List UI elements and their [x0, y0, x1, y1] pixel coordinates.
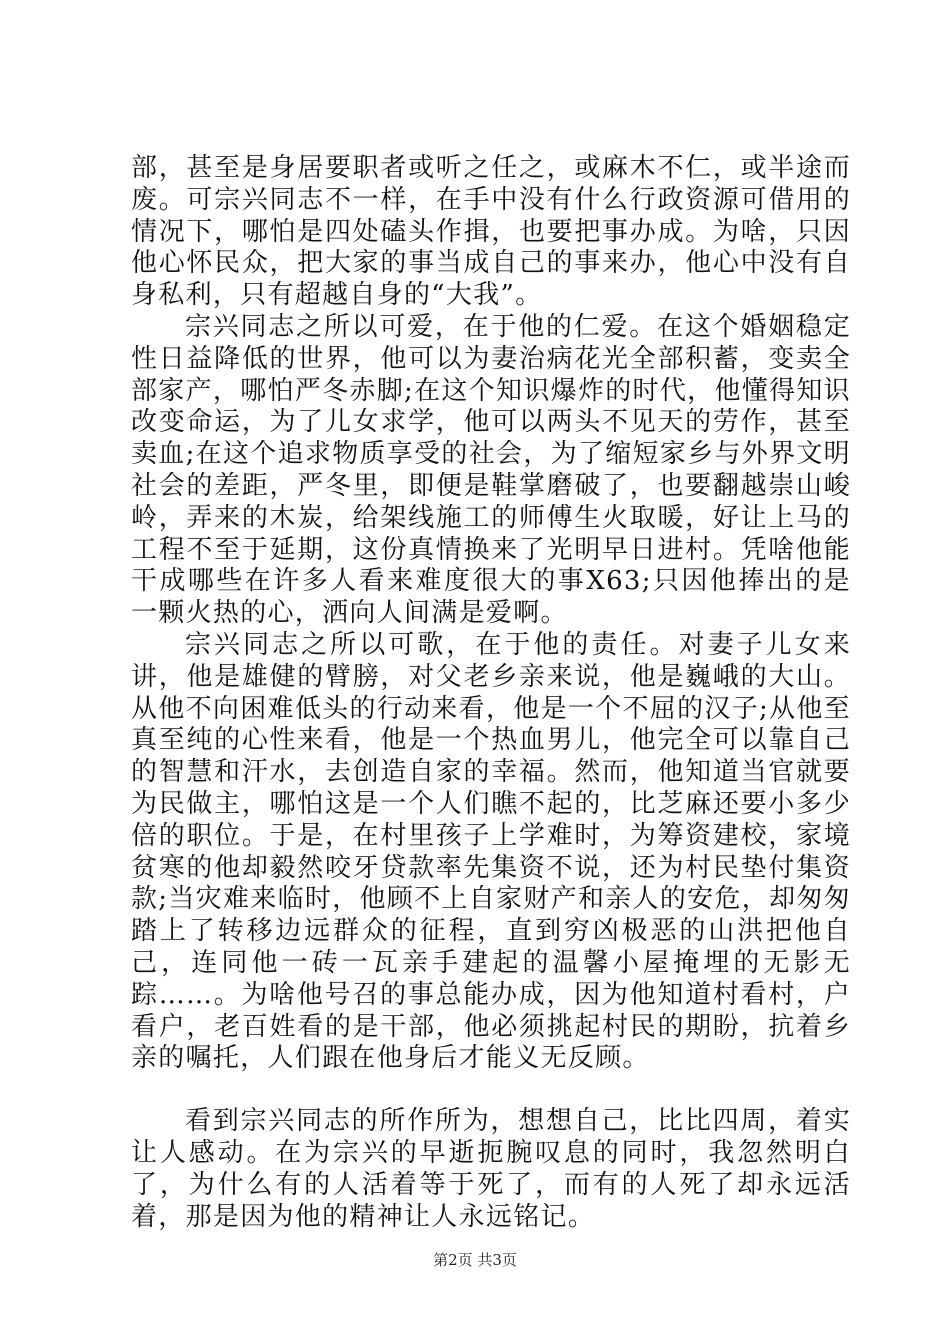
page-footer — [0, 1251, 950, 1269]
page-number-label: 第2页 共3页 — [433, 1251, 517, 1269]
document-body — [131, 153, 851, 1233]
paragraph-conclusion: 看到宗兴同志的所作所为，想想自己，比比四周，着实让人感动。在为宗兴的早逝扼腕叹息的同时，我忽然明白了，为什么有的人活着等于死了，而有的人死了却永远活着，那是因为他的精神让人永远铭记。 — [131, 1106, 851, 1232]
paragraph-lovable: 宗兴同志之所以可爱，在于他的仁爱。在这个婚姻稳定性日益降低的世界，他可以为妻治病花光全部积蓄，变卖全部家产，哪怕严冬赤脚;在这个知识爆炸的时代，他懂得知识改变命运，为了儿女求学，他可以两头不见天的劳作，甚至卖血;在这个追求物质享受的社会，为了缩短家乡与外界文明社会的差距，严冬里，即便是鞋掌磨破了，也要翻越崇山峻岭，弄来的木炭，给架线施工的师傅生火取暖，好让上马的工程不至于延期，这份真情换来了光明早日进村。凭啥他能干成哪些在许多人看来难度很大的事X63;只因他捧出的是一颗火热的心，洒向人间满是爱啊。 — [131, 311, 851, 629]
paragraph-continuation: 部，甚至是身居要职者或听之任之，或麻木不仁，或半途而废。可宗兴同志不一样，在手中没有什么行政资源可借用的情况下，哪怕是四处磕头作揖，也要把事办成。为啥，只因他心怀民众，把大家的事当成自己的事来办，他心中没有自身私利，只有超越自身的“大我”。 — [131, 153, 851, 311]
paragraph-praiseworthy: 宗兴同志之所以可歌，在于他的责任。对妻子儿女来讲，他是雄健的臂膀，对父老乡亲来说，他是巍峨的大山。从他不向困难低头的行动来看，他是一个不屈的汉子;从他至真至纯的心性来看，他是一个热血男儿，他完全可以靠自己的智慧和汗水，去创造自家的幸福。然而，他知道当官就要为民做主，哪怕这是一个人们瞧不起的，比芝麻还要小多少倍的职位。于是，在村里孩子上学难时，为筹资建校，家境贫寒的他却毅然咬牙贷款率先集资不说，还为村民垫付集资款;当灾难来临时，他顾不上自家财产和亲人的安危，却匆匆踏上了转移边远群众的征程，直到穷凶极恶的山洪把他自己，连同他一砖一瓦亲手建起的温馨小屋掩埋的无影无踪……。为啥他号召的事总能办成，因为他知道村看村，户看户，老百姓看的是干部，他必须挑起村民的期盼，抗着乡亲的嘱托，人们跟在他身后才能义无反顾。 — [131, 629, 851, 1074]
